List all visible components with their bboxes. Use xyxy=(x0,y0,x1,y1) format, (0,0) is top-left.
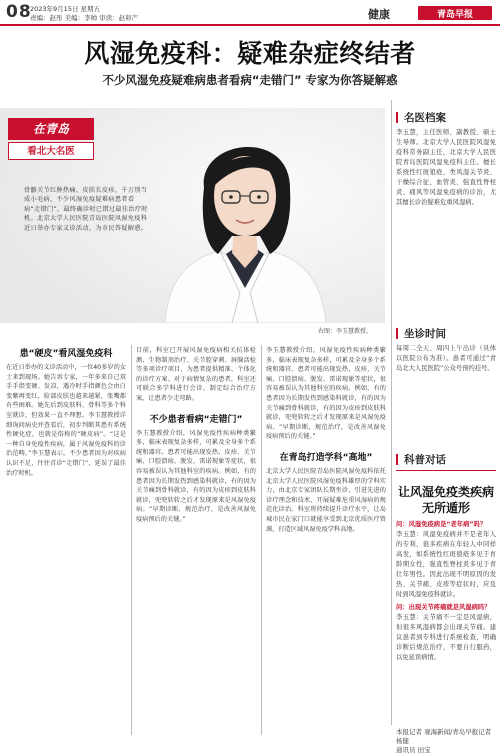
popsci-qa xyxy=(396,520,496,663)
heading-marker xyxy=(396,328,398,339)
body-column-1 xyxy=(6,346,126,741)
headline-subtitle: 不少风湿免疫疑难病患者看病“走错门” 专家为你答疑解惑 xyxy=(102,73,398,87)
column-divider-1 xyxy=(131,345,132,735)
heading-marker xyxy=(396,112,398,123)
qa-answer-1: 李玉慧：风湿免疫病并不是老年人的专利，很多疾病在年轻人中同样高发，如系统性红斑狼疮多见于育龄期女性，强直性脊柱炎多见于青壮年男性。因此出现不明原因的发热、关节痛、皮疹等症状时，应及时到风湿免疫科就诊。 xyxy=(396,531,496,598)
schedule-heading-text: 坐诊时间 xyxy=(404,328,446,340)
intro-text: 骨骼关节红肿热痛、皮肤长皮疹，千万别当成小毛病，不少风湿免疫疑难病患者看病“走错门”，最终确诊时已错过最佳治疗时机。北京大学人民医院青岛医院风湿免疫科近日举办专家义诊活动，为市民答疑解惑。 xyxy=(24,187,148,232)
byline-footer xyxy=(396,728,496,755)
column-badge xyxy=(8,118,94,166)
photo-caption: 右图：李玉慧教授。 xyxy=(318,328,373,335)
column-divider-right xyxy=(391,100,392,725)
expert-profile-heading-text: 名医档案 xyxy=(404,112,446,124)
qa-answer-2: 李玉慧：关节痛不一定是风湿病，但很多风湿病都会出现关节痛。建议患者到专科进行系统检查，明确诊断后规范治疗，不要自行服药，以免延误病情。 xyxy=(396,614,496,661)
expert-profile-text: 李玉慧，主任医师、副教授、硕士生导师。北京大学人民医院风湿免疫科常务副主任，北京大学人民医院青岛医院风湿免疫科主任。擅长系统性红斑狼疮、类风湿关节炎、干燥综合征、血管炎、强直性脊柱炎、痛风等风湿免疫病的诊治，尤其擅长诊治疑难危重风湿病。 xyxy=(396,129,496,206)
badge-line-2: 看北大名医 xyxy=(8,142,94,160)
page-number: 08 xyxy=(6,2,32,22)
section-text-2-cont: 李玉慧教授介绍，风湿免疫性疾病种类繁多，临床表现复杂多样，可累及全身多个系统和器官。患者可能出现发热、皮疹、关节痛、口腔溃疡、脱发、雷诺现象等症状，很容易被误认为其他科室的疾病。例如，有的患者因为长期发热到感染科就诊，有的因为关节痛到骨科就诊，有的因为皮疹到皮肤科就诊，兜兜转转之后才发现原来是风湿免疫病。“早期诊断、规范治疗，是改善风湿免疫病预后的关键。” xyxy=(266,347,386,441)
popsci-rule xyxy=(396,470,496,471)
header-rule xyxy=(0,24,500,26)
issue-date: 2023年9月15日 星期五 xyxy=(30,5,101,13)
body-column-2 xyxy=(136,346,256,741)
schedule-heading xyxy=(396,326,446,341)
section-heading-1: 患“硬皮”看风湿免疫科 xyxy=(19,349,113,359)
date-line xyxy=(30,5,138,23)
expert-profile-heading xyxy=(396,110,446,125)
popsci-heading xyxy=(396,452,446,467)
section-title: 健康 xyxy=(368,8,390,21)
qa-question-2: 问：出现关节疼痛就是风湿病吗？ xyxy=(396,604,491,611)
section-text-1-cont: 目前，科室已开展风湿免疫病相关抗体检测、生物制剂治疗、关节腔穿刺、唇腺活检等多项诊疗项目，为患者提供精准、个体化的诊疗方案。对于病情复杂的患者，科室还可联合多学科进行会诊，制定综合治疗方案，让患者少走弯路。 xyxy=(136,347,256,402)
section-text-2: 李玉慧教授介绍，风湿免疫性疾病种类繁多，临床表现复杂多样，可累及全身多个系统和器官。患者可能出现发热、皮疹、关节痛、口腔溃疡、脱发、雷诺现象等症状，很容易被误认为其他科室的疾病。例如，有的患者因为长期发热到感染科就诊，有的因为关节痛到骨科就诊，有的因为皮疹到皮肤科就诊，兜兜转转之后才发现原来是风湿免疫病。“早期诊断、规范治疗，是改善风湿免疫病预后的关键。” xyxy=(136,429,256,523)
byline-correspondent: 通讯员 田宝 xyxy=(396,746,431,754)
popsci-heading-text: 科普对话 xyxy=(404,454,446,466)
section-heading-2: 不少患者看病“走错门” xyxy=(149,414,243,425)
popsci-title: 让风湿免疫类疾病无所遁形 xyxy=(397,485,494,515)
body-column-3 xyxy=(266,346,386,741)
section-text-1: 在近日举办的义诊活动中，一位40多岁的女士来到现场。她告诉专家，一年多来自己双手手指变硬、发凉，遇冷时手指颜色会由白变紫再变红，脸部皮肤也越来越紧，张嘴都有些困难。她先后到皮肤科、骨科等多个科室就诊，但效果一直不理想。李玉慧教授详细询问病史并查看后，初步判断其患有系统性硬化症，也就是俗称的“硬皮病”。“这是一种自身免疫性疾病，属于风湿免疫科的诊治范畴。”李玉慧表示，不少患者因为对疾病认识不足，往往首诊“走错门”，延误了最佳治疗时机。 xyxy=(6,364,126,477)
byline-reporter: 本报记者 观海新闻/青岛早报记者 杨健 xyxy=(396,728,492,745)
newspaper-logo: 青岛早报 xyxy=(418,6,492,20)
headline-title: 风湿免疫科：疑难杂症终结者 xyxy=(84,39,416,68)
badge-line-1: 在青岛 xyxy=(8,118,94,140)
qa-question-1: 问：风湿免疫病是“老年病”吗？ xyxy=(396,521,487,528)
heading-marker xyxy=(396,454,398,465)
section-heading-3: 在青岛打造学科“高地” xyxy=(279,452,373,463)
section-text-3: 北京大学人民医院青岛医院风湿免疫科依托北京大学人民医院风湿免疫科雄厚的学科实力，由北京专家团队长期坐诊，引进先进的诊疗理念和技术，开展疑难危重风湿病的规范化诊治。科室将持续提升诊疗水平，让岛城市民在家门口就能享受到北京优质医疗资源，打造区域风湿免疫学科高地。 xyxy=(266,467,386,533)
schedule-text: 每周二全天、周四上午出诊（具体以医院公布为准）。患者可通过“青岛北大人民医院”公众号预约挂号。 xyxy=(396,345,496,372)
editor-credits: 责编：赵彤 美编：李帅 审读：赵卯产 xyxy=(30,14,139,22)
column-divider-2 xyxy=(261,345,262,735)
